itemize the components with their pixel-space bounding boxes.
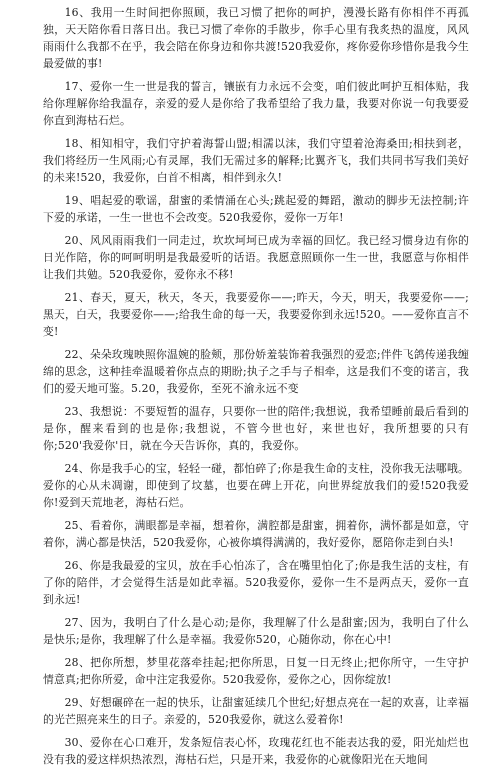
paragraph-18: 18、相知相守，我们守护着海誓山盟;相濡以沫，我们守望着沧海桑田;相扶到老，我们将经历一生风雨;心有灵犀，我们无需过多的解释;比翼齐飞，我们共同书写我们美好的未来!520，我爱你，白首不相离，相伴到永久! <box>43 137 469 184</box>
paragraph-26: 26、你是我最爱的宝贝，放在手心怕冻了，含在嘴里怕化了;你是我生活的支柱，有了你的陪伴，才会觉得生活是如此幸福。520我爱你，爱你一生不是两点天，爱你一直到永远! <box>43 559 469 606</box>
paragraph-22: 22、朵朵玫瑰映照你温婉的脸颊，那份娇羞装饰着我强烈的爱恋;伴件飞鸽传递我缠绵的思念，这种挂牵温暖着你点点的期盼;执子之手与子相牵，这是我们不变的诺言，我们的爱天地可鉴。5.20，我爱你，至死不渝永远不变 <box>43 348 469 395</box>
paragraph-28: 28、把你所想，梦里花落牵挂起;把你所思，日复一日无终止;把你所守，一生守护情意真;把你所爱，命中注定我爱你。520我爱你，爱你之心，因你绽放! <box>43 656 469 686</box>
paragraph-25: 25、看着你，满眼都是幸福，想着你，满腔都是甜蜜，拥着你，满怀都是如意，守着你，满心都是快活，520我爱你，心被你填得满满的，我好爱你，愿陪你走到白头! <box>43 519 469 549</box>
paragraph-20: 20、风风雨雨我们一同走过，坎坎坷坷已成为幸福的回忆。我已经习惯身边有你的日光作陪，你的呵呵明明是我最爱听的话语。我愿意照顾你一生一世，我愿意与你相伴让我们共勉。520我爱你，爱你永不移! <box>43 234 469 281</box>
paragraph-17: 17、爱你一生一世是我的誓言，镶嵌有力永远不会变，咱们彼此呵护互相体贴，我给你理解你给我温存，亲爱的爱人是你给了我希望给了我力量，我要对你说一句我要爱你直到海枯石烂。 <box>43 80 469 127</box>
paragraph-23: 23、我想说：不要短暂的温存，只要你一世的陪伴;我想说，我希望睡前最后看到的是你，醒来看到的也是你;我想说，不管今世也好，来世也好，我所想要的只有你;520'我爱你'日，就在今天告诉你，真的，我爱你。 <box>43 405 469 452</box>
paragraph-19: 19、唱起爱的歌谣，甜蜜的柔情涌在心头;跳起爱的舞蹈，激动的脚步无法控制;许下爱的承诺，一生一世也不会改变。520我爱你，爱你一万年! <box>43 194 469 224</box>
paragraph-21: 21、春天，夏天，秋天，冬天，我要爱你——;昨天，今天，明天，我要爱你——;黑天，白天，我要爱你——;给我生命的每一天，我要爱你到永远!520。——爱你直言不变! <box>43 291 469 338</box>
paragraph-30: 30、爱你在心口难开，发条短信表心怀，玫瑰花红也不能表达我的爱，阳光灿烂也没有我的爱这样炽热浓烈，海枯石烂，只是开来，我爱你的心就像阳光在天地间 <box>43 736 469 766</box>
paragraph-29: 29、好想碾碎在一起的快乐，让甜蜜延续几个世纪;好想点亮在一起的欢喜，让幸福的光芒照亮来生的日子。亲爱的，520我爱你，就这么爱着你! <box>43 696 469 726</box>
paragraph-16: 16、我用一生时间把你照顾，我已习惯了把你的呵护，漫漫长路有你相伴不再孤独，天天陪你看日落日出。我已习惯了牵你的手散步，你手心里有我炙热的温度，风风雨雨什么我都不在乎，我会陪在你身边和你共渡!520我爱你，疼你爱你珍惜你是我今生最爱做的事! <box>43 6 469 70</box>
paragraph-24: 24、你是我手心的宝，轻轻一碰，都怕碎了;你是我生命的支柱，没你我无法哪哦。爱你的心从未凋谢，即使到了坟墓，也要在碑上开花，向世界绽放我们的爱!520我爱你!爱到天荒地老，海枯石烂。 <box>43 462 469 509</box>
paragraph-27: 27、因为，我明白了什么是心动;是你，我理解了什么是甜蜜;因为，我明白了什么是快乐;是你，我理解了什么是幸福。我爱你520，心随你动，你在心中! <box>43 616 469 646</box>
